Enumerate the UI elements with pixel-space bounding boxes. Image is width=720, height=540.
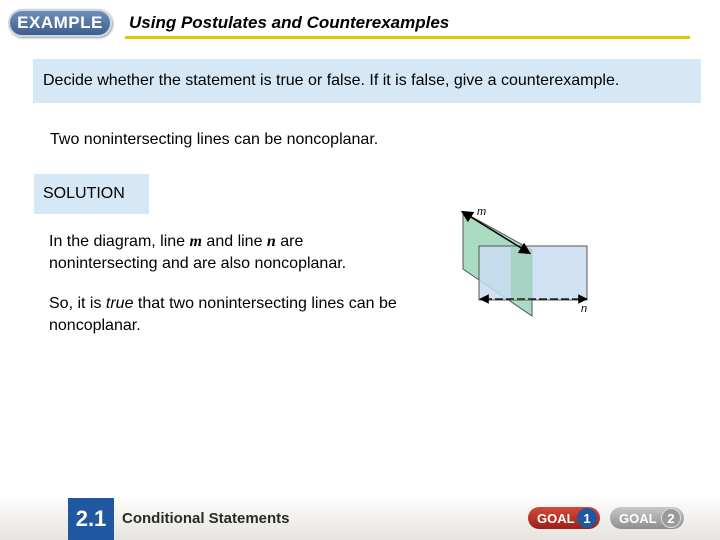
goal-2-button[interactable] xyxy=(610,507,684,529)
para1-text-c: are nonintersecting and are also noncoplanar. xyxy=(49,233,347,272)
label-n: n xyxy=(581,303,588,315)
true-word: true xyxy=(105,295,134,312)
para2-text-b: that two nonintersecting lines can be noncoplanar. xyxy=(49,295,397,334)
solution-label: SOLUTION xyxy=(43,185,125,202)
solution-paragraph-2 xyxy=(49,293,409,337)
goal-1-button[interactable] xyxy=(528,507,600,529)
goal-1-label: GOAL xyxy=(537,510,575,526)
plane-overlap xyxy=(511,246,532,300)
page-title: Using Postulates and Counterexamples xyxy=(129,13,450,32)
solution-label-box xyxy=(34,174,149,214)
para1-text-a: In the diagram, line xyxy=(49,233,190,250)
goal-1-number: 1 xyxy=(577,508,597,528)
solution-paragraph-1 xyxy=(49,231,409,275)
instruction-box xyxy=(33,59,701,103)
goal-2-number: 2 xyxy=(661,508,681,528)
instruction-text: Decide whether the statement is true or false. If it is false, give a counterexample. xyxy=(43,72,620,89)
label-m: m xyxy=(477,206,487,218)
example-badge: EXAMPLE xyxy=(8,9,112,37)
para2-text-a: So, it is xyxy=(49,295,106,312)
goal-2-label: GOAL xyxy=(619,510,657,526)
var-m: m xyxy=(189,233,202,250)
para1-text-b: and line xyxy=(201,233,267,250)
statement-text: Two nonintersecting lines can be noncoplanar. xyxy=(50,131,379,148)
lesson-title: Conditional Statements xyxy=(122,510,290,527)
title-underline xyxy=(125,36,690,39)
var-n: n xyxy=(266,233,276,250)
plane-blue xyxy=(479,246,587,300)
lesson-number: 2.1 xyxy=(68,498,114,540)
noncoplanar-lines-diagram xyxy=(455,200,605,325)
